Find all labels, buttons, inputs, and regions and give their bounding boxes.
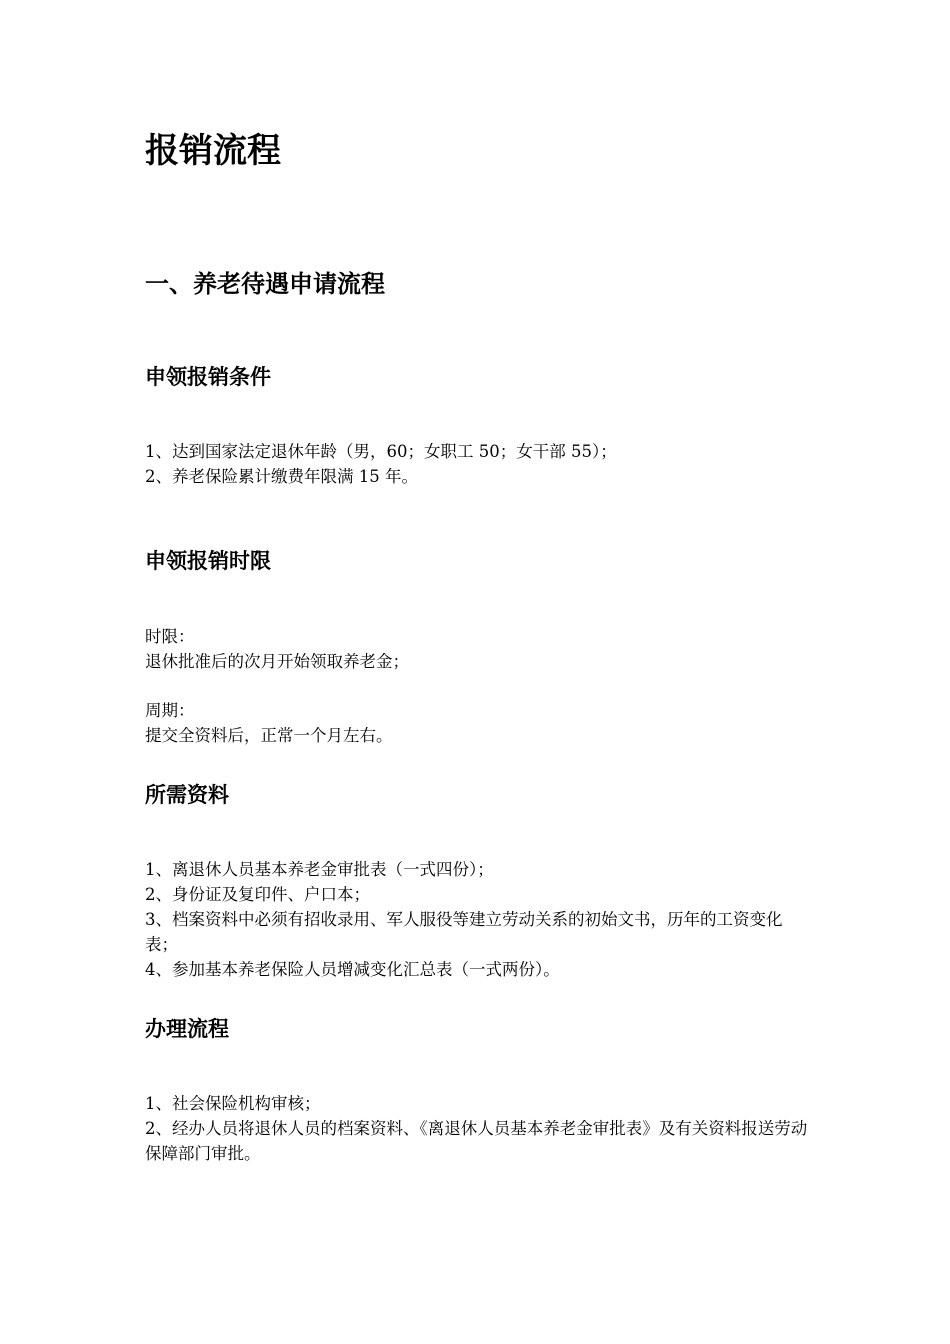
- subheading-materials: 所需资料: [145, 783, 229, 807]
- process-item: 2、经办人员将退休人员的档案资料、《离退休人员基本养老金审批表》及有关资料报送劳动保障部门审批。: [145, 1119, 808, 1163]
- material-item: 1、离退休人员基本养老金审批表（一式四份）；: [145, 860, 494, 879]
- condition-item: 2、养老保险累计缴费年限满 15 年。: [145, 467, 418, 486]
- material-item: 3、档案资料中必须有招收录用、军人服役等建立劳动关系的初始文书，历年的工资变化表；: [145, 910, 783, 954]
- document-title: 报销流程: [145, 131, 281, 171]
- time-limit-label: 时限：: [145, 627, 195, 646]
- cycle-label: 周期：: [145, 701, 195, 720]
- material-item: 4、参加基本养老保险人员增减变化汇总表（一式两份）。: [145, 960, 560, 979]
- process-item: 1、社会保险机构审核；: [145, 1094, 321, 1113]
- subheading-conditions: 申领报销条件: [145, 365, 271, 389]
- cycle-text: 提交全资料后，正常一个月左右。: [145, 726, 393, 745]
- subheading-time-limit: 申领报销时限: [145, 549, 271, 573]
- section-heading-pension: 一、养老待遇申请流程: [145, 270, 385, 298]
- time-limit-text: 退休批准后的次月开始领取养老金；: [145, 652, 409, 671]
- material-item: 2、身份证及复印件、户口本；: [145, 885, 370, 904]
- subheading-process: 办理流程: [145, 1017, 229, 1041]
- condition-item: 1、达到国家法定退休年龄（男，60；女职工 50；女干部 55）；: [145, 442, 617, 461]
